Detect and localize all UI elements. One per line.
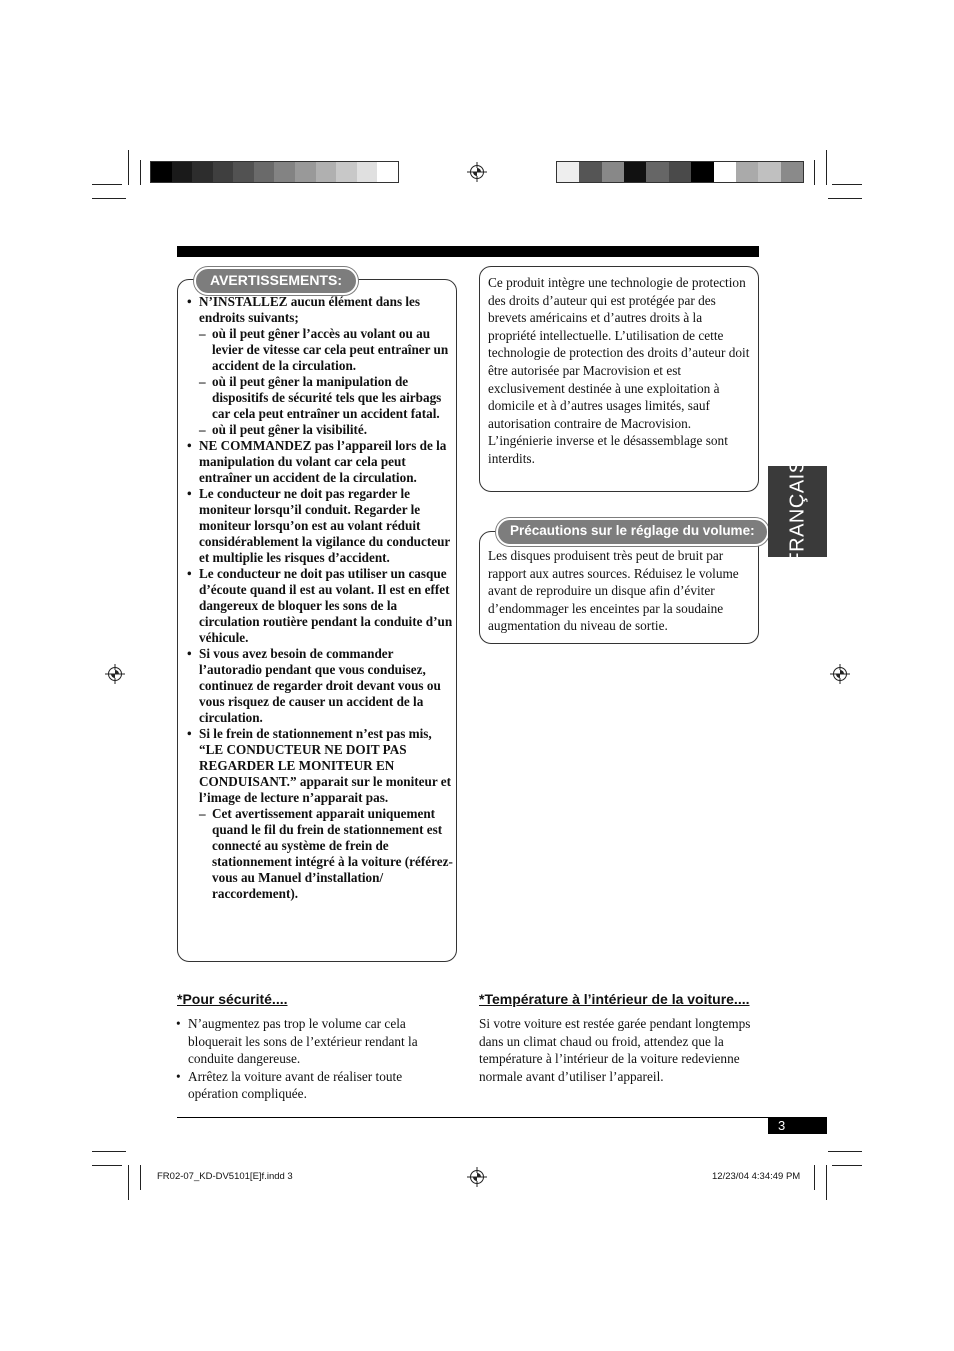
calibration-swatch <box>646 162 668 182</box>
warning-subitem: – où il peut gêner l’accès au volant ou au levier de vitesse car cela peut entraîner un accident de la circulation. <box>199 326 458 374</box>
registration-mark-icon <box>470 165 484 179</box>
crop-mark <box>92 198 126 199</box>
warnings-title: AVERTISSEMENTS: <box>194 267 358 295</box>
header-rule <box>177 246 759 257</box>
safety-item: • N’augmentez pas trop le volume car cela bloquerait les sons de l’extérieur rendant la conduite dangereuse. <box>176 1015 450 1068</box>
crop-mark <box>140 1165 141 1190</box>
warning-item <box>186 438 458 486</box>
safety-item: • Arrêtez la voiture avant de réaliser toute opération compliquée. <box>176 1068 450 1103</box>
calibration-swatch <box>781 162 803 182</box>
calibration-swatch <box>254 162 275 182</box>
crop-mark <box>128 150 129 185</box>
slug-filename: FR02-07_KD-DV5101[E]f.indd 3 <box>157 1171 293 1182</box>
calibration-swatch <box>274 162 295 182</box>
warning-text: Le conducteur ne doit pas utiliser un casque d’écoute quand il est au volant. Il est en effet dangereux de bloquer les sons de la circulation routière pendant la conduite d’un véhicule. <box>199 566 453 645</box>
warning-subitem: – Cet avertissement apparait uniquement quand le fil du frein de stationnement est connecté au système de frein de stationnement intégré à la voiture (référez-vous au Manuel d’installation/ raccordement). <box>199 806 458 902</box>
crop-mark <box>828 1151 862 1152</box>
calibration-swatch <box>669 162 691 182</box>
calibration-swatch <box>192 162 213 182</box>
registration-mark-icon <box>833 667 847 681</box>
registration-mark-icon <box>470 1170 484 1184</box>
crop-mark <box>140 160 141 185</box>
safety-heading: *Pour sécurité.... <box>177 991 288 1007</box>
macrovision-text: Ce produit intègre une technologie de protection des droits d’auteur qui est protégée par des brevets américains et d’autres droits à la propriété intellectuelle. L’utilisation de cette technologie de protection des droits d’auteur doit être autorisée par Macrovision et est exclusivement destinée à une exploitation à domicile et à d’autres usages limités, sauf autorisation contraire de Macrovision. L’ingénierie inverse et le désassemblage sont interdits. <box>488 275 750 466</box>
calibration-swatch <box>213 162 234 182</box>
warning-text: Si vous avez besoin de commander l’autoradio pendant que vous conduisez, continuez de regarder droit devant vous ou vous risquez de causer un accident de la circulation. <box>199 646 441 725</box>
calibration-swatch <box>357 162 378 182</box>
warning-subitem: – où il peut gêner la visibilité. <box>199 422 458 438</box>
warning-item <box>186 646 458 726</box>
page-number: 3 <box>768 1118 827 1134</box>
calibration-bar-right <box>556 161 804 183</box>
warning-text: NE COMMANDEZ pas l’appareil lors de la manipulation du volant car cela peut entraîner un accident de la circulation. <box>199 438 447 485</box>
calibration-swatch <box>758 162 780 182</box>
crop-mark <box>832 184 862 185</box>
calibration-bar-left <box>150 161 399 183</box>
crop-mark <box>826 150 827 185</box>
calibration-swatch <box>295 162 316 182</box>
crop-mark <box>828 198 862 199</box>
warning-item <box>186 294 458 438</box>
warning-item <box>186 486 458 566</box>
volume-text: Les disques produisent très peut de bruit par rapport aux autres sources. Réduisez le volume avant de reproduire un disque afin d’éviter d’endommager les enceintes par la soudaine augmentation du niveau de sortie. <box>488 548 739 634</box>
slug-date: 12/23/04 4:34:49 PM <box>712 1171 801 1182</box>
language-tab <box>768 458 827 565</box>
calibration-swatch <box>233 162 254 182</box>
calibration-swatch <box>316 162 337 182</box>
temperature-text: Si votre voiture est restée garée pendant longtemps dans un climat chaud ou froid, attendez que la température à l’intérieur de la voiture redevienne normale avant d’utiliser l’appareil. <box>479 1016 751 1084</box>
language-tab-label: FRANÇAIS <box>786 458 808 565</box>
crop-mark <box>826 1165 827 1200</box>
crop-mark <box>128 1165 129 1200</box>
calibration-swatch <box>579 162 601 182</box>
safety-list <box>176 1015 450 1103</box>
calibration-swatch <box>714 162 736 182</box>
calibration-swatch <box>336 162 357 182</box>
calibration-swatch <box>736 162 758 182</box>
warning-text: Le conducteur ne doit pas regarder le moniteur lorsqu’il conduit. Regarder le moniteur lorsqu’on est au volant réduit considérablement la vigilance du conducteur et multiplie les risques d’accident. <box>199 486 451 565</box>
calibration-swatch <box>602 162 624 182</box>
crop-mark <box>814 160 815 185</box>
warning-item <box>186 566 458 646</box>
calibration-swatch <box>557 162 579 182</box>
footer-rule <box>177 1117 827 1118</box>
warnings-list <box>186 294 458 902</box>
crop-mark <box>92 1165 122 1166</box>
crop-mark <box>832 1165 862 1166</box>
crop-mark <box>92 1151 126 1152</box>
temperature-heading: *Température à l’intérieur de la voiture.... <box>479 991 750 1007</box>
crop-mark <box>92 184 122 185</box>
calibration-swatch <box>377 162 398 182</box>
warning-text: Si le frein de stationnement n’est pas mis, “LE CONDUCTEUR NE DOIT PAS REGARDER LE MONITEUR EN CONDUISANT.” apparait sur le moniteur et l’image de lecture n’apparait pas. <box>199 726 452 805</box>
warning-text: N’INSTALLEZ aucun élément dans les endroits suivants; <box>199 294 421 325</box>
warning-sublist <box>199 806 458 902</box>
crop-mark <box>814 1165 815 1190</box>
calibration-swatch <box>624 162 646 182</box>
warning-subitem: – où il peut gêner la manipulation de dispositifs de sécurité tels que les airbags car cela peut entraîner un accident fatal. <box>199 374 458 422</box>
warning-item <box>186 726 458 902</box>
volume-title: Précautions sur le réglage du volume: <box>496 518 769 546</box>
registration-mark-icon <box>108 667 122 681</box>
calibration-swatch <box>151 162 172 182</box>
warning-sublist <box>199 326 458 438</box>
calibration-swatch <box>172 162 193 182</box>
calibration-swatch <box>691 162 713 182</box>
